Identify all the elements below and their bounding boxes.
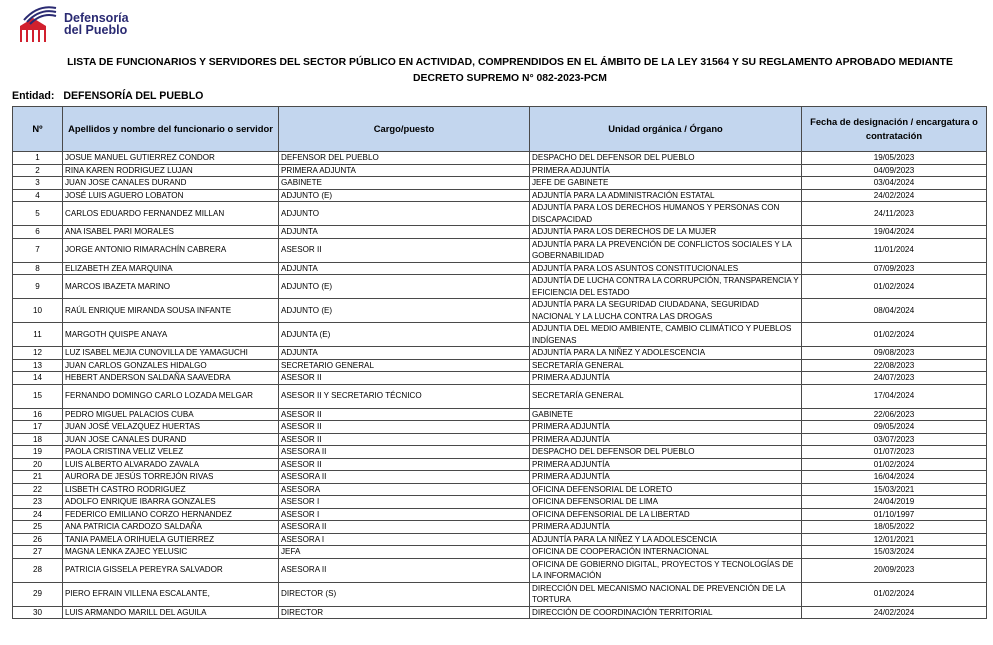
cell-name: LUZ ISABEL MEJIA CUNOVILLA DE YAMAGUCHI [63, 347, 279, 360]
cell-number: 24 [13, 508, 63, 521]
cell-role: ASESORA II [279, 446, 530, 459]
cell-role: DIRECTOR (S) [279, 582, 530, 606]
cell-unit: ADJUNTÍA PARA LA NIÑEZ Y LA ADOLESCENCIA [530, 533, 802, 546]
table-row [13, 521, 987, 534]
cell-role: ASESORA II [279, 521, 530, 534]
cell-unit: PRIMERA ADJUNTÍA [530, 433, 802, 446]
cell-date: 01/02/2024 [802, 582, 987, 606]
cell-date: 24/02/2024 [802, 189, 987, 202]
table-row [13, 408, 987, 421]
cell-number: 14 [13, 372, 63, 385]
cell-number: 1 [13, 152, 63, 165]
cell-date: 01/07/2023 [802, 446, 987, 459]
cell-date: 24/07/2023 [802, 372, 987, 385]
cell-unit: ADJUNTÍA PARA LOS DERECHOS DE LA MUJER [530, 226, 802, 239]
column-header-number: Nº [13, 107, 63, 152]
cell-date: 24/11/2023 [802, 202, 987, 226]
table-row [13, 458, 987, 471]
cell-date: 09/08/2023 [802, 347, 987, 360]
cell-name: ANA ISABEL PARI MORALES [63, 226, 279, 239]
table-body [13, 152, 987, 619]
cell-date: 19/05/2023 [802, 152, 987, 165]
cell-name: HEBERT ANDERSON SALDAÑA SAAVEDRA [63, 372, 279, 385]
cell-date: 01/02/2024 [802, 323, 987, 347]
table-header-row [13, 107, 987, 152]
cell-date: 17/04/2024 [802, 384, 987, 408]
cell-role: ASESOR I [279, 508, 530, 521]
table-row [13, 347, 987, 360]
cell-date: 19/04/2024 [802, 226, 987, 239]
table-row [13, 359, 987, 372]
cell-role: ASESOR I [279, 496, 530, 509]
cell-date: 08/04/2024 [802, 299, 987, 323]
cell-date: 01/10/1997 [802, 508, 987, 521]
cell-number: 28 [13, 558, 63, 582]
cell-unit: SECRETARÍA GENERAL [530, 359, 802, 372]
cell-date: 07/09/2023 [802, 262, 987, 275]
cell-unit: SECRETARÍA GENERAL [530, 384, 802, 408]
cell-role: GABINETE [279, 177, 530, 190]
cell-date: 20/09/2023 [802, 558, 987, 582]
title-line-2: DECRETO SUPREMO N° 082-2023-PCM [413, 72, 607, 84]
cell-role: DEFENSOR DEL PUEBLO [279, 152, 530, 165]
cell-number: 30 [13, 606, 63, 619]
table-row [13, 262, 987, 275]
cell-date: 03/04/2024 [802, 177, 987, 190]
cell-number: 2 [13, 164, 63, 177]
cell-unit: PRIMERA ADJUNTÍA [530, 521, 802, 534]
cell-date: 01/02/2024 [802, 275, 987, 299]
cell-name: PAOLA CRISTINA VELIZ VELEZ [63, 446, 279, 459]
table-row [13, 238, 987, 262]
table-row [13, 508, 987, 521]
table-row [13, 546, 987, 559]
cell-name: ADOLFO ENRIQUE IBARRA GONZALES [63, 496, 279, 509]
cell-unit: ADJUNTÍA PARA LA NIÑEZ Y ADOLESCENCIA [530, 347, 802, 360]
cell-unit: PRIMERA ADJUNTÍA [530, 471, 802, 484]
entity-label: Entidad: [12, 90, 55, 102]
cell-unit: ADJUNTÍA DE LUCHA CONTRA LA CORRUPCIÓN, TRANSPARENCIA Y EFICIENCIA DEL ESTADO [530, 275, 802, 299]
table-row [13, 372, 987, 385]
cell-name: MARGOTH QUISPE ANAYA [63, 323, 279, 347]
cell-role: DIRECTOR [279, 606, 530, 619]
cell-role: ASESOR II Y SECRETARIO TÉCNICO [279, 384, 530, 408]
cell-number: 20 [13, 458, 63, 471]
cell-date: 01/02/2024 [802, 458, 987, 471]
cell-unit: ADJUNTÍA PARA LOS DERECHOS HUMANOS Y PERSONAS CON DISCAPACIDAD [530, 202, 802, 226]
cell-number: 26 [13, 533, 63, 546]
cell-date: 11/01/2024 [802, 238, 987, 262]
cell-role: ADJUNTO (E) [279, 299, 530, 323]
table-row [13, 471, 987, 484]
cell-name: JORGE ANTONIO RIMARACHÍN CABRERA [63, 238, 279, 262]
cell-number: 10 [13, 299, 63, 323]
cell-number: 11 [13, 323, 63, 347]
defensoria-logo [18, 4, 148, 44]
cell-role: ASESORA I [279, 533, 530, 546]
cell-name: JUAN JOSE CANALES DURAND [63, 433, 279, 446]
cell-date: 03/07/2023 [802, 433, 987, 446]
cell-number: 17 [13, 421, 63, 434]
cell-number: 7 [13, 238, 63, 262]
cell-number: 15 [13, 384, 63, 408]
entity-value: DEFENSORÍA DEL PUEBLO [63, 90, 204, 102]
column-header-name: Apellidos y nombre del funcionario o servidor [63, 107, 279, 152]
cell-role: ADJUNTO (E) [279, 189, 530, 202]
cell-name: FERNANDO DOMINGO CARLO LOZADA MELGAR [63, 384, 279, 408]
cell-name: RAÚL ENRIQUE MIRANDA SOUSA INFANTE [63, 299, 279, 323]
table-row [13, 384, 987, 408]
cell-date: 18/05/2022 [802, 521, 987, 534]
cell-role: ASESOR II [279, 421, 530, 434]
cell-number: 22 [13, 483, 63, 496]
cell-unit: ADJUNTÍA PARA LA ADMINISTRACIÓN ESTATAL [530, 189, 802, 202]
cell-role: ADJUNTO (E) [279, 275, 530, 299]
cell-unit: DIRECCIÓN DEL MECANISMO NACIONAL DE PREVENCIÓN DE LA TORTURA [530, 582, 802, 606]
cell-role: ASESOR II [279, 433, 530, 446]
cell-name: LUIS ARMANDO MARILL DEL AGUILA [63, 606, 279, 619]
cell-unit: OFICINA DEFENSORIAL DE LORETO [530, 483, 802, 496]
cell-role: PRIMERA ADJUNTA [279, 164, 530, 177]
logo-line-2: del Pueblo [64, 23, 128, 37]
cell-name: JUAN JOSE CANALES DURAND [63, 177, 279, 190]
cell-role: SECRETARIO GENERAL [279, 359, 530, 372]
cell-name: PATRICIA GISSELA PEREYRA SALVADOR [63, 558, 279, 582]
cell-date: 15/03/2021 [802, 483, 987, 496]
cell-unit: JEFE DE GABINETE [530, 177, 802, 190]
cell-unit: ADJUNTIA DEL MEDIO AMBIENTE, CAMBIO CLIMÁTICO Y PUEBLOS INDÍGENAS [530, 323, 802, 347]
cell-role: ASESOR II [279, 408, 530, 421]
cell-number: 12 [13, 347, 63, 360]
cell-name: ANA PATRICIA CARDOZO SALDAÑA [63, 521, 279, 534]
cell-number: 29 [13, 582, 63, 606]
cell-unit: PRIMERA ADJUNTÍA [530, 421, 802, 434]
cell-number: 5 [13, 202, 63, 226]
institution-emblem-icon [18, 4, 58, 42]
table-row [13, 496, 987, 509]
title-line-1: LISTA DE FUNCIONARIOS Y SERVIDORES DEL SECTOR PÚBLICO EN ACTIVIDAD, COMPRENDIDOS EN EL ÁMBITO DE LA LEY 31564 Y SU REGLAMENTO APROBADO MEDIANTE [67, 57, 953, 68]
cell-date: 16/04/2024 [802, 471, 987, 484]
table-row [13, 177, 987, 190]
cell-date: 09/05/2024 [802, 421, 987, 434]
cell-unit: OFICINA DE COOPERACIÓN INTERNACIONAL [530, 546, 802, 559]
cell-role: ASESOR II [279, 372, 530, 385]
cell-role: ASESORA II [279, 471, 530, 484]
cell-unit: ADJUNTÍA PARA LA PREVENCIÓN DE CONFLICTOS SOCIALES Y LA GOBERNABILIDAD [530, 238, 802, 262]
cell-name: ELIZABETH ZEA MARQUINA [63, 262, 279, 275]
cell-number: 23 [13, 496, 63, 509]
cell-number: 3 [13, 177, 63, 190]
column-header-role: Cargo/puesto [279, 107, 530, 152]
cell-name: MARCOS IBAZETA MARINO [63, 275, 279, 299]
cell-role: ADJUNTO [279, 202, 530, 226]
officials-table [12, 106, 987, 619]
cell-date: 22/08/2023 [802, 359, 987, 372]
table-row [13, 299, 987, 323]
cell-name: JOSUE MANUEL GUTIERREZ CONDOR [63, 152, 279, 165]
cell-name: AURORA DE JESÚS TORREJÓN RIVAS [63, 471, 279, 484]
table-row [13, 152, 987, 165]
cell-date: 24/02/2024 [802, 606, 987, 619]
cell-date: 22/06/2023 [802, 408, 987, 421]
cell-number: 18 [13, 433, 63, 446]
cell-role: ADJUNTA [279, 262, 530, 275]
cell-unit: OFICINA DEFENSORIAL DE LA LIBERTAD [530, 508, 802, 521]
cell-name: JUAN CARLOS GONZALES HIDALGO [63, 359, 279, 372]
cell-unit: ADJUNTÍA PARA LA SEGURIDAD CIUDADANA, SEGURIDAD NACIONAL Y LA LUCHA CONTRA LAS DROGAS [530, 299, 802, 323]
cell-number: 25 [13, 521, 63, 534]
cell-unit: OFICINA DE GOBIERNO DIGITAL, PROYECTOS Y TECNOLOGÍAS DE LA INFORMACIÓN [530, 558, 802, 582]
cell-unit: DIRECCIÓN DE COORDINACIÓN TERRITORIAL [530, 606, 802, 619]
cell-date: 24/04/2019 [802, 496, 987, 509]
cell-role: JEFA [279, 546, 530, 559]
cell-unit: ADJUNTÍA PARA LOS ASUNTOS CONSTITUCIONALES [530, 262, 802, 275]
document-title [40, 55, 980, 86]
cell-number: 6 [13, 226, 63, 239]
cell-number: 19 [13, 446, 63, 459]
cell-name: RINA KAREN RODRIGUEZ LUJAN [63, 164, 279, 177]
cell-role: ADJUNTA [279, 226, 530, 239]
cell-name: TANIA PAMELA ORIHUELA GUTIERREZ [63, 533, 279, 546]
table-row [13, 421, 987, 434]
cell-name: JOSÉ LUIS AGUERO LOBATON [63, 189, 279, 202]
cell-name: CARLOS EDUARDO FERNANDEZ MILLAN [63, 202, 279, 226]
table-row [13, 226, 987, 239]
table-row [13, 533, 987, 546]
cell-number: 21 [13, 471, 63, 484]
cell-unit: DESPACHO DEL DEFENSOR DEL PUEBLO [530, 152, 802, 165]
cell-number: 13 [13, 359, 63, 372]
cell-role: ASESOR II [279, 458, 530, 471]
table-row [13, 483, 987, 496]
table-row [13, 164, 987, 177]
table-row [13, 275, 987, 299]
cell-name: LUIS ALBERTO ALVARADO ZAVALA [63, 458, 279, 471]
column-header-unit: Unidad orgánica / Órgano [530, 107, 802, 152]
cell-name: FEDERICO EMILIANO CORZO HERNANDEZ [63, 508, 279, 521]
logo-wordmark [64, 12, 129, 36]
table-row [13, 323, 987, 347]
cell-role: ASESOR II [279, 238, 530, 262]
logo-line-1: Defensoría [64, 11, 129, 25]
cell-role: ASESORA [279, 483, 530, 496]
cell-number: 9 [13, 275, 63, 299]
table-row [13, 582, 987, 606]
cell-unit: PRIMERA ADJUNTÍA [530, 458, 802, 471]
cell-unit: GABINETE [530, 408, 802, 421]
table-row [13, 558, 987, 582]
table-row [13, 433, 987, 446]
cell-unit: PRIMERA ADJUNTÍA [530, 164, 802, 177]
cell-unit: OFICINA DEFENSORIAL DE LIMA [530, 496, 802, 509]
cell-name: MAGNA LENKA ZAJEC YELUSIC [63, 546, 279, 559]
cell-name: PIERO EFRAIN VILLENA ESCALANTE, [63, 582, 279, 606]
cell-date: 15/03/2024 [802, 546, 987, 559]
table-row [13, 446, 987, 459]
table-row [13, 202, 987, 226]
table-row [13, 189, 987, 202]
cell-role: ASESORA II [279, 558, 530, 582]
cell-unit: PRIMERA ADJUNTÍA [530, 372, 802, 385]
cell-role: ADJUNTA [279, 347, 530, 360]
entity-line [12, 90, 203, 102]
cell-name: LISBETH CASTRO RODRIGUEZ [63, 483, 279, 496]
cell-role: ADJUNTA (E) [279, 323, 530, 347]
cell-number: 27 [13, 546, 63, 559]
cell-date: 12/01/2021 [802, 533, 987, 546]
cell-number: 4 [13, 189, 63, 202]
cell-number: 8 [13, 262, 63, 275]
cell-number: 16 [13, 408, 63, 421]
cell-name: JUAN JOSÉ VELAZQUEZ HUERTAS [63, 421, 279, 434]
cell-unit: DESPACHO DEL DEFENSOR DEL PUEBLO [530, 446, 802, 459]
cell-name: PEDRO MIGUEL PALACIOS CUBA [63, 408, 279, 421]
table-row [13, 606, 987, 619]
column-header-date: Fecha de designación / encargatura o contratación [802, 107, 987, 152]
cell-date: 04/09/2023 [802, 164, 987, 177]
